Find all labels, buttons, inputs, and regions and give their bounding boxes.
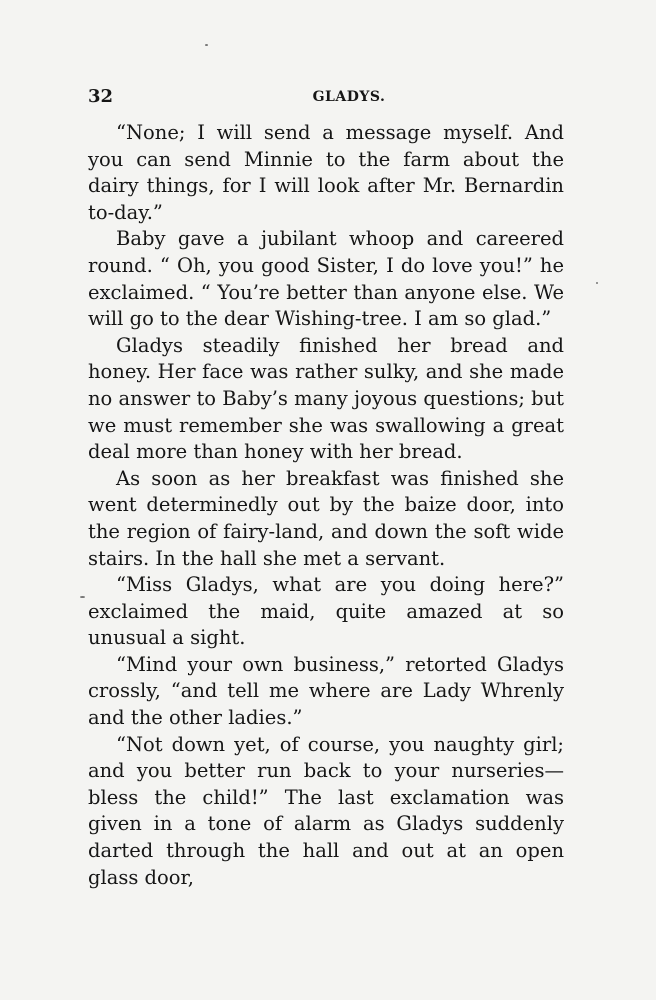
paragraph: Baby gave a jubilant whoop and careered round. “ Oh, you good Sister, I do love you!” he exclaimed. “ You’re better than anyone else. We will go to the dear Wishing-tree. I am so glad.”	[88, 227, 564, 331]
print-speck	[596, 282, 598, 284]
paragraph: “Miss Gladys, what are you doing here?” exclaimed the maid, quite amazed at so unusual a sight.	[88, 573, 564, 650]
print-speck	[205, 44, 208, 46]
paragraph: “Mind your own business,” retorted Gladys crossly, “and tell me where are Lady Whrenly and the other ladies.”	[88, 652, 564, 730]
body-text	[88, 120, 564, 891]
paragraph: “None; I will send a message myself. And you can send Minnie to the farm about the dairy things, for I will look after Mr. Bernardin to-day.”	[88, 121, 564, 224]
paragraph: As soon as her breakfast was finished she went determinedly out by the baize door, into the region of fairy-land, and down the soft wide stairs. In the hall she met a servant.	[88, 466, 564, 570]
page-number: 32	[88, 86, 114, 107]
paragraph: Gladys steadily finished her bread and honey. Her face was rather sulky, and she made no answer to Baby’s many joyous questions; but we must remember she was swallowing a great deal more than honey with her bread.	[88, 333, 564, 464]
paragraph: “Not down yet, of course, you naughty girl; and you better run back to your nurseries—bless the child!” The last exclamation was given in a tone of alarm as Gladys suddenly darted through the hall and out at an open glass door,	[88, 732, 564, 889]
print-speck	[80, 596, 85, 598]
running-title: GLADYS.	[312, 89, 386, 105]
page-header	[88, 86, 564, 110]
